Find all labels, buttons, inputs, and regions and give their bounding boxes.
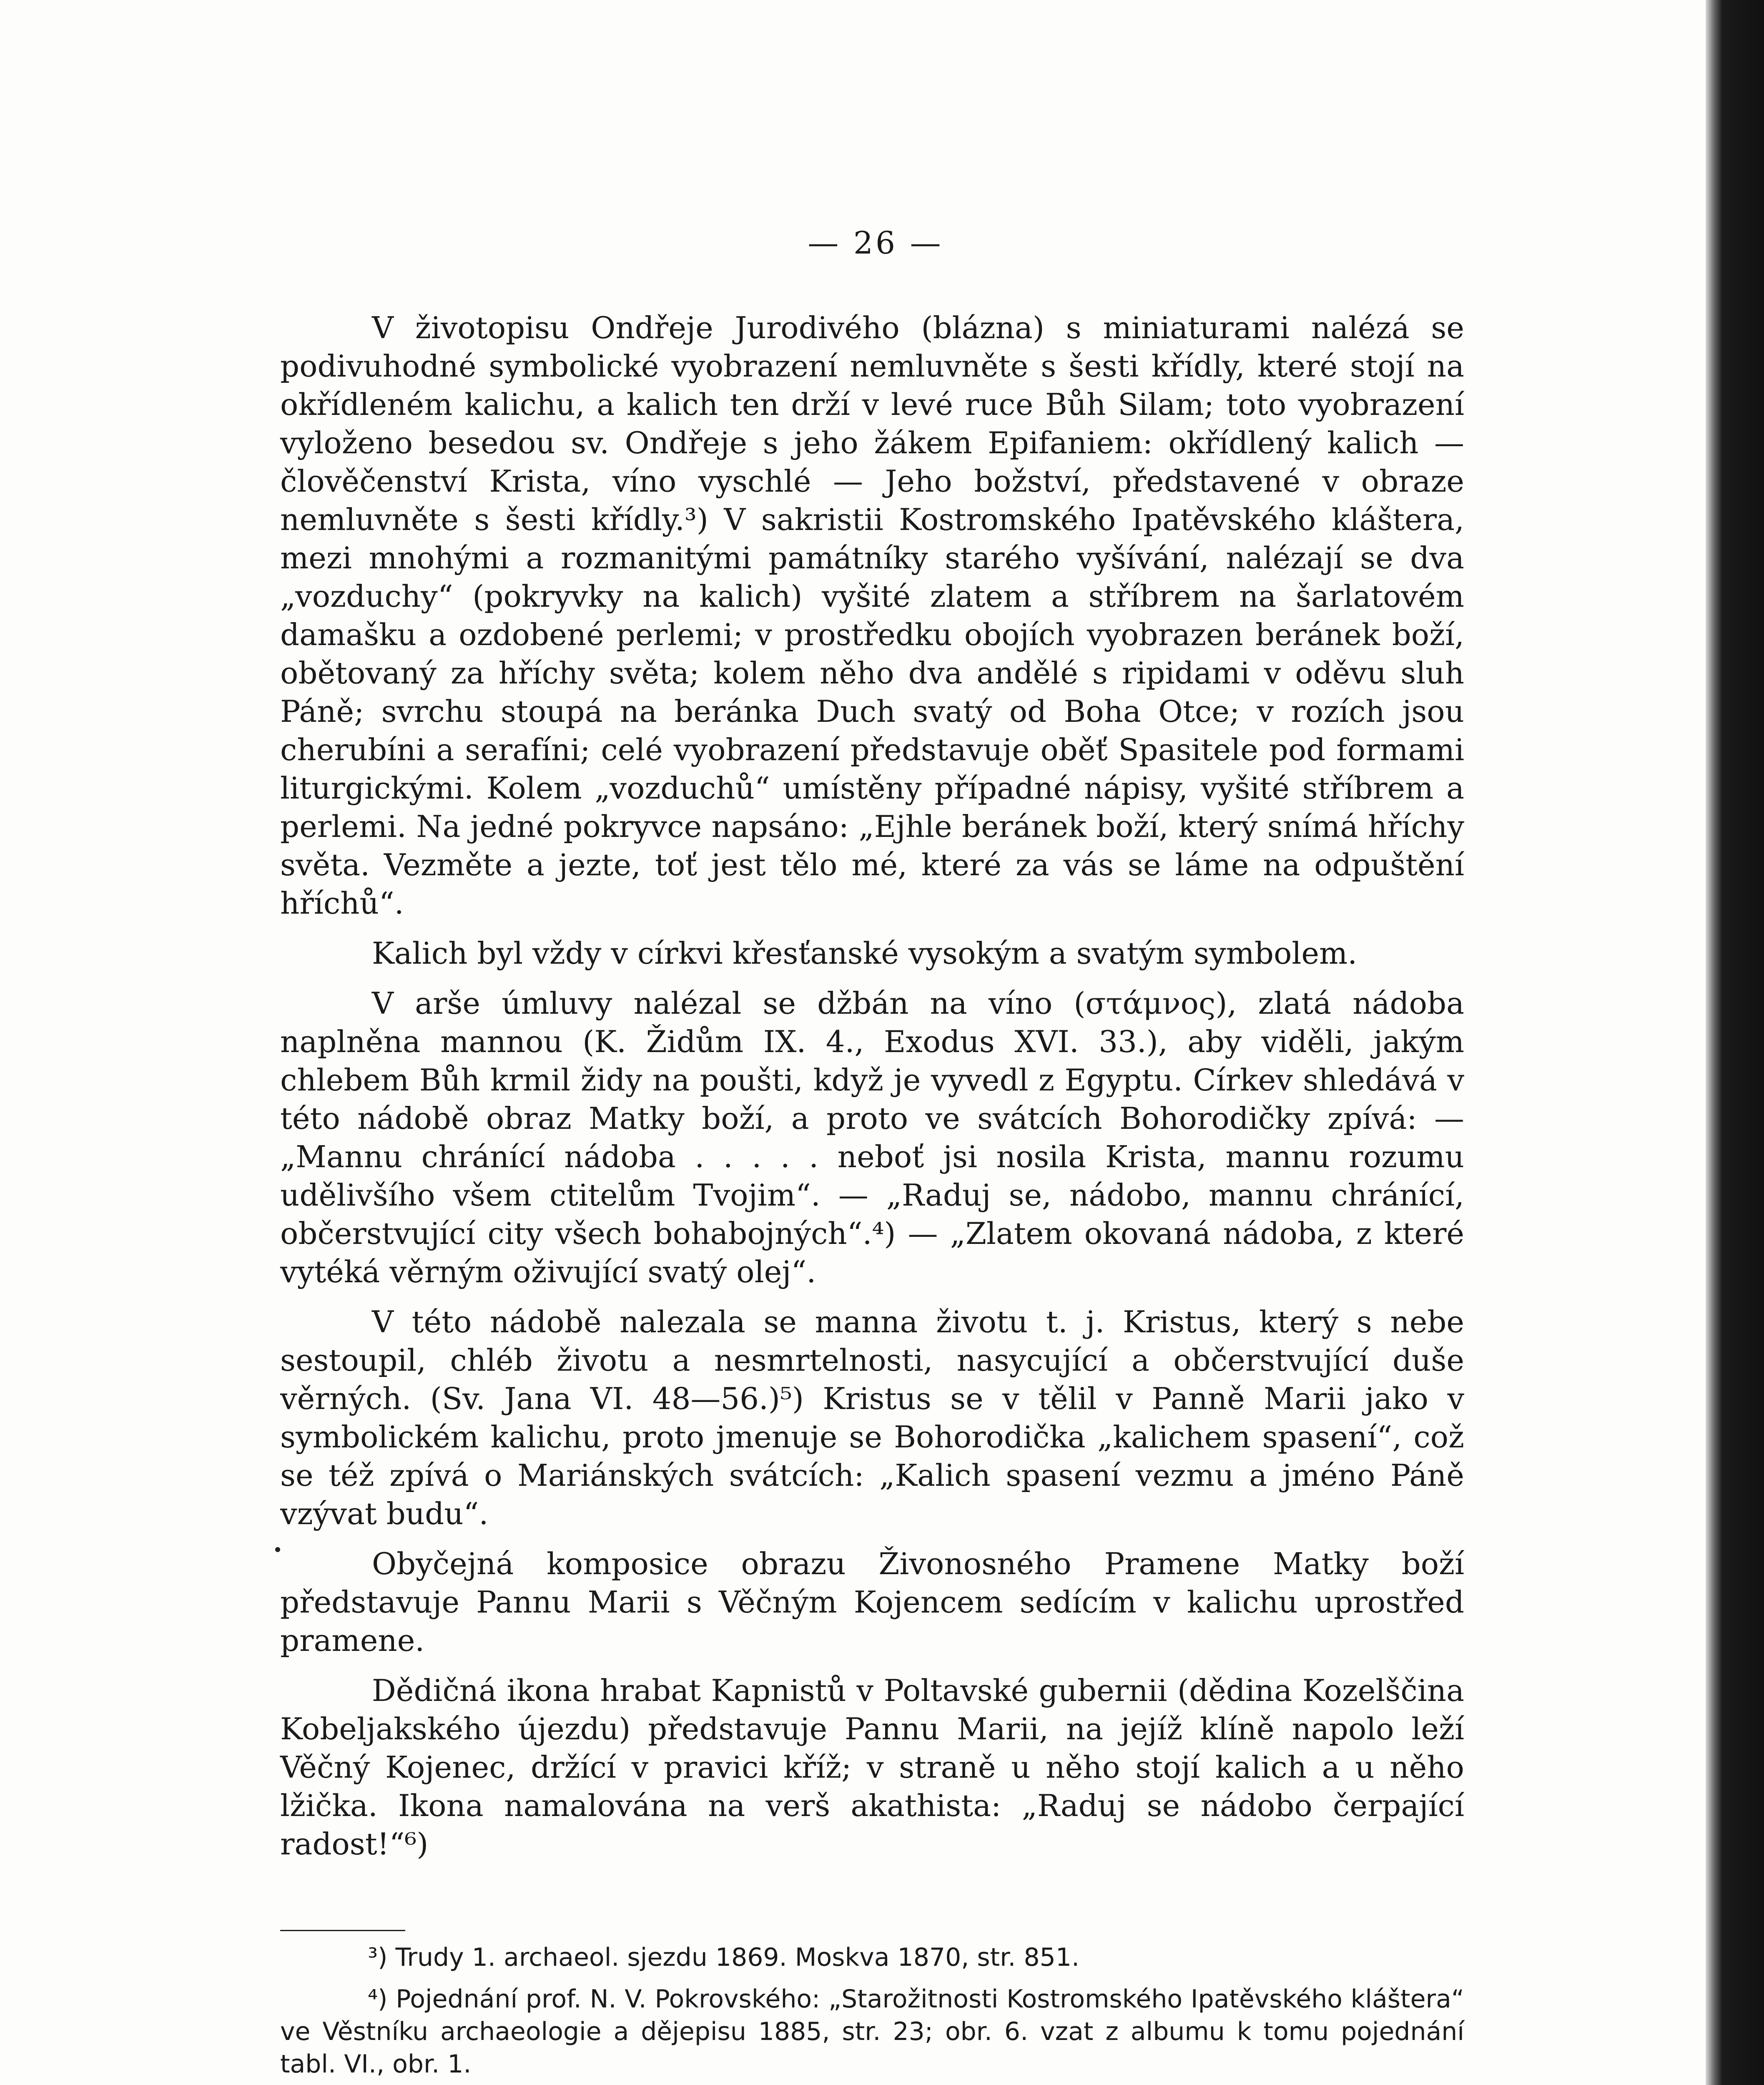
scan-edge-shadow xyxy=(1706,0,1764,2085)
footnote: ³) Trudy 1. archaeol. sjezdu 1869. Moskva 1870, str. 851. xyxy=(368,1943,1080,1972)
footnote: ⁴) Pojednání prof. N. V. Pokrovského: „Starožitnosti Kostromského Ipatěvského kláštera“ ve Věstníku archaeologie a dějepisu 1885, str. 23; obr. 6. vzat z albumu k tomu pojednání tabl. VI., obr. 1. xyxy=(280,1985,1464,2079)
footnote-separator xyxy=(280,1930,405,1931)
paragraph: Kalich byl vždy v církvi křesťanské vysokým a svatým symbolem. xyxy=(372,936,1358,971)
page-number: — 26 — xyxy=(808,225,943,261)
paragraph: Obyčejná komposice obrazu Živonosného Pramene Matky boží představuje Pannu Marii s Věčným Kojencem sedícím v kalichu uprostřed pramene. xyxy=(280,1546,1464,1658)
main-text xyxy=(280,309,1464,1875)
paragraph: Dědičná ikona hrabat Kapnistů v Poltavské gubernii (dědina Kozelščina Kobeljakského újezdu) představuje Pannu Marii, na jejíž klíně napolo leží Věčný Kojenec, držící v pravici kříž; v straně u něho stojí kalich a u něho lžička. Ikona namalována na verš akathista: „Raduj se nádobo čerpající radost!“⁶) xyxy=(280,1673,1464,1861)
footnotes xyxy=(280,1941,1464,2085)
scan-speck xyxy=(275,1547,280,1552)
paragraph: V této nádobě nalezala se manna životu t. j. Kristus, který s nebe sestoupil, chléb životu a nesmrtelnosti, nasycující a občerstvující duše věrných. (Sv. Jana VI. 48—56.)⁵) Kristus se v tělil v Panně Marii jako v symbolickém kalichu, proto jmenuje se Bohorodička „kalichem spasení“, což se též zpívá o Mariánských svátcích: „Kalich spasení vezmu a jméno Páně vzývat budu“. xyxy=(280,1304,1464,1531)
paragraph: V životopisu Ondřeje Jurodivého (blázna) s miniaturami nalézá se podivuhodné symbolické vyobrazení nemluvněte s šesti křídly, které stojí na okřídleném kalichu, a kalich ten drží v levé ruce Bůh Silam; toto vyobrazení vyloženo besedou sv. Ondřeje s jeho žákem Epifaniem: okřídlený kalich — člověčenství Krista, víno vyschlé — Jeho božství, představené v obraze nemluvněte s šesti křídly.³) V sakristii Kostromského Ipatěvského kláštera, mezi mnohými a rozmanitými památníky starého vyšívání, nalézají se dva „vozduchy“ (pokryvky na kalich) vyšité zlatem a stříbrem na šarlatovém damašku a ozdobené perlemi; v prostředku obojích vyobrazen beránek boží, obětovaný za hříchy světa; kolem něho dva andělé s ripidami v oděvu sluh Páně; svrchu stoupá na beránka Duch svatý od Boha Otce; v rozích jsou cherubíni a serafíni; celé vyobrazení představuje oběť Spasitele pod formami liturgickými. Kolem „vozduchů“ umístěny případné nápisy, vyšité stříbrem a perlemi. Na jedné pokryvce napsáno: „Ejhle beránek boží, který snímá hříchy světa. Vezměte a jezte, toť jest tělo mé, které za vás se láme na odpuštění hříchů“. xyxy=(280,310,1464,921)
paragraph: V arše úmluvy nalézal se džbán na víno (στάμνος), zlatá nádoba naplněna mannou (K. Židům IX. 4., Exodus XVI. 33.), aby viděli, jakým chlebem Bůh krmil židy na poušti, když je vyvedl z Egyptu. Církev shledává v této nádobě obraz Matky boží, a proto ve svátcích Bohorodičky zpívá: — „Mannu chránící nádoba . . . . . neboť jsi nosila Krista, mannu rozumu udělivšího všem ctitelům Tvojim“. — „Raduj se, nádobo, mannu chránící, občerstvující city všech bohabojných“.⁴) — „Zlatem okovaná nádoba, z které vytéká věrným oživující svatý olej“. xyxy=(280,986,1464,1289)
